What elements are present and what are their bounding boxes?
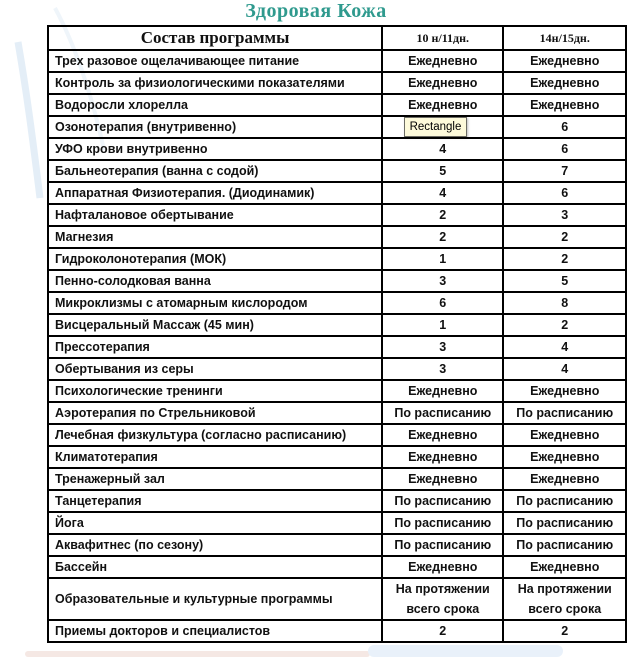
value-col-10-11: Ежедневно bbox=[382, 468, 503, 490]
value-col-14-15: 6 bbox=[503, 182, 626, 204]
program-item-label: Водоросли хлорелла bbox=[48, 94, 382, 116]
value-col-14-15: На протяжении всего срока bbox=[503, 578, 626, 620]
program-item-label: Трех разовое ощелачивающее питание bbox=[48, 50, 382, 72]
value-col-14-15: 2 bbox=[503, 248, 626, 270]
table-row bbox=[48, 138, 626, 160]
program-item-label: Аппаратная Физиотерапия. (Диодинамик) bbox=[48, 182, 382, 204]
value-col-14-15: По расписанию bbox=[503, 490, 626, 512]
table-row bbox=[48, 182, 626, 204]
table-row bbox=[48, 620, 626, 642]
table-row bbox=[48, 578, 626, 620]
value-col-14-15: Ежедневно bbox=[503, 556, 626, 578]
table-header-duration-14-15: 14н/15дн. bbox=[503, 26, 626, 50]
table-row bbox=[48, 248, 626, 270]
table-header-duration-10-11: 10 н/11дн. bbox=[382, 26, 503, 50]
table-row bbox=[48, 358, 626, 380]
program-item-label: Контроль за физиологическими показателями bbox=[48, 72, 382, 94]
value-col-14-15: 7 bbox=[503, 160, 626, 182]
value-col-10-11: 2 bbox=[382, 620, 503, 642]
value-col-14-15: 2 bbox=[503, 226, 626, 248]
value-col-10-11: 3 bbox=[382, 336, 503, 358]
value-col-14-15: Ежедневно bbox=[503, 446, 626, 468]
table-row bbox=[48, 424, 626, 446]
header-row bbox=[48, 26, 626, 50]
table-row bbox=[48, 446, 626, 468]
value-col-10-11: 6 bbox=[382, 292, 503, 314]
value-col-10-11: 4 bbox=[382, 182, 503, 204]
value-col-14-15: 2 bbox=[503, 620, 626, 642]
value-col-14-15: 3 bbox=[503, 204, 626, 226]
bottom-decoration-pink bbox=[25, 651, 370, 657]
program-item-label: Обертывания из серы bbox=[48, 358, 382, 380]
value-col-14-15: 2 bbox=[503, 314, 626, 336]
program-item-label: Гидроколонотерапия (МОК) bbox=[48, 248, 382, 270]
program-item-label: Климатотерапия bbox=[48, 446, 382, 468]
value-col-14-15: 8 bbox=[503, 292, 626, 314]
value-col-10-11: 3 bbox=[382, 358, 503, 380]
value-col-14-15: 4 bbox=[503, 336, 626, 358]
table-row bbox=[48, 336, 626, 358]
tooltip-label: Rectangle bbox=[409, 121, 462, 133]
table-header-program-composition: Состав программы bbox=[48, 26, 382, 50]
table-row bbox=[48, 116, 626, 138]
table-row bbox=[48, 314, 626, 336]
table-row bbox=[48, 50, 626, 72]
page-title: Здоровая Кожа bbox=[245, 0, 387, 22]
program-item-label: Образовательные и культурные программы bbox=[48, 578, 382, 620]
bottom-decoration-blue bbox=[368, 645, 563, 657]
table-row bbox=[48, 226, 626, 248]
value-col-10-11: Ежедневно bbox=[382, 50, 503, 72]
value-col-14-15: Ежедневно bbox=[503, 424, 626, 446]
value-col-10-11: Ежедневно bbox=[382, 556, 503, 578]
table-row bbox=[48, 204, 626, 226]
program-table bbox=[47, 25, 627, 643]
program-item-label: Йога bbox=[48, 512, 382, 534]
table-row bbox=[48, 160, 626, 182]
value-col-10-11: Ежедневно bbox=[382, 94, 503, 116]
program-item-label: Прессотерапия bbox=[48, 336, 382, 358]
value-col-14-15: По расписанию bbox=[503, 534, 626, 556]
program-item-label: Танцетерапия bbox=[48, 490, 382, 512]
table-row bbox=[48, 270, 626, 292]
value-col-14-15: Ежедневно bbox=[503, 50, 626, 72]
program-item-label: Бассейн bbox=[48, 556, 382, 578]
value-col-10-11: По расписанию bbox=[382, 402, 503, 424]
value-col-10-11: По расписанию bbox=[382, 512, 503, 534]
value-col-14-15: По расписанию bbox=[503, 512, 626, 534]
table-row bbox=[48, 402, 626, 424]
table-row bbox=[48, 94, 626, 116]
value-col-10-11: Ежедневно bbox=[382, 446, 503, 468]
program-item-label: Аквафитнес (по сезону) bbox=[48, 534, 382, 556]
value-col-10-11: 1 bbox=[382, 248, 503, 270]
value-col-10-11: По расписанию bbox=[382, 534, 503, 556]
value-col-10-11: На протяжении всего срока bbox=[382, 578, 503, 620]
program-item-label: Магнезия bbox=[48, 226, 382, 248]
program-table-head bbox=[48, 26, 626, 50]
table-row bbox=[48, 292, 626, 314]
value-col-14-15: 6 bbox=[503, 138, 626, 160]
table-row bbox=[48, 556, 626, 578]
value-col-14-15: 5 bbox=[503, 270, 626, 292]
table-row bbox=[48, 490, 626, 512]
program-item-label: Висцеральный Массаж (45 мин) bbox=[48, 314, 382, 336]
program-table-body bbox=[48, 50, 626, 642]
program-item-label: Лечебная физкультура (согласно расписанию) bbox=[48, 424, 382, 446]
value-col-14-15: Ежедневно bbox=[503, 468, 626, 490]
table-row bbox=[48, 72, 626, 94]
value-col-14-15: 6 bbox=[503, 116, 626, 138]
program-item-label: Бальнеотерапия (ванна с содой) bbox=[48, 160, 382, 182]
table-row bbox=[48, 512, 626, 534]
program-item-label: Приемы докторов и специалистов bbox=[48, 620, 382, 642]
table-row bbox=[48, 468, 626, 490]
table-row bbox=[48, 380, 626, 402]
program-item-label: Тренажерный зал bbox=[48, 468, 382, 490]
value-col-14-15: Ежедневно bbox=[503, 380, 626, 402]
program-item-label: Аэротерапия по Стрельниковой bbox=[48, 402, 382, 424]
value-col-10-11: По расписанию bbox=[382, 490, 503, 512]
program-item-label: Микроклизмы с атомарным кислородом bbox=[48, 292, 382, 314]
value-col-10-11: 5 bbox=[382, 160, 503, 182]
value-col-10-11: 4 bbox=[382, 138, 503, 160]
value-col-14-15: Ежедневно bbox=[503, 94, 626, 116]
value-col-14-15: 4 bbox=[503, 358, 626, 380]
program-item-label: УФО крови внутривенно bbox=[48, 138, 382, 160]
value-col-10-11: 1 bbox=[382, 314, 503, 336]
value-col-10-11: 3 bbox=[382, 270, 503, 292]
tooltip bbox=[404, 117, 467, 137]
value-col-14-15: Ежедневно bbox=[503, 72, 626, 94]
program-item-label: Психологические тренинги bbox=[48, 380, 382, 402]
value-col-10-11: 2 bbox=[382, 204, 503, 226]
program-item-label: Нафталановое обертывание bbox=[48, 204, 382, 226]
table-row bbox=[48, 534, 626, 556]
value-col-14-15: По расписанию bbox=[503, 402, 626, 424]
value-col-10-11: 2 bbox=[382, 226, 503, 248]
value-col-10-11: Ежедневно bbox=[382, 380, 503, 402]
value-col-10-11: Ежедневно bbox=[382, 424, 503, 446]
program-item-label: Пенно-солодковая ванна bbox=[48, 270, 382, 292]
value-col-10-11: Ежедневно bbox=[382, 72, 503, 94]
program-item-label: Озонотерапия (внутривенно) bbox=[48, 116, 382, 138]
